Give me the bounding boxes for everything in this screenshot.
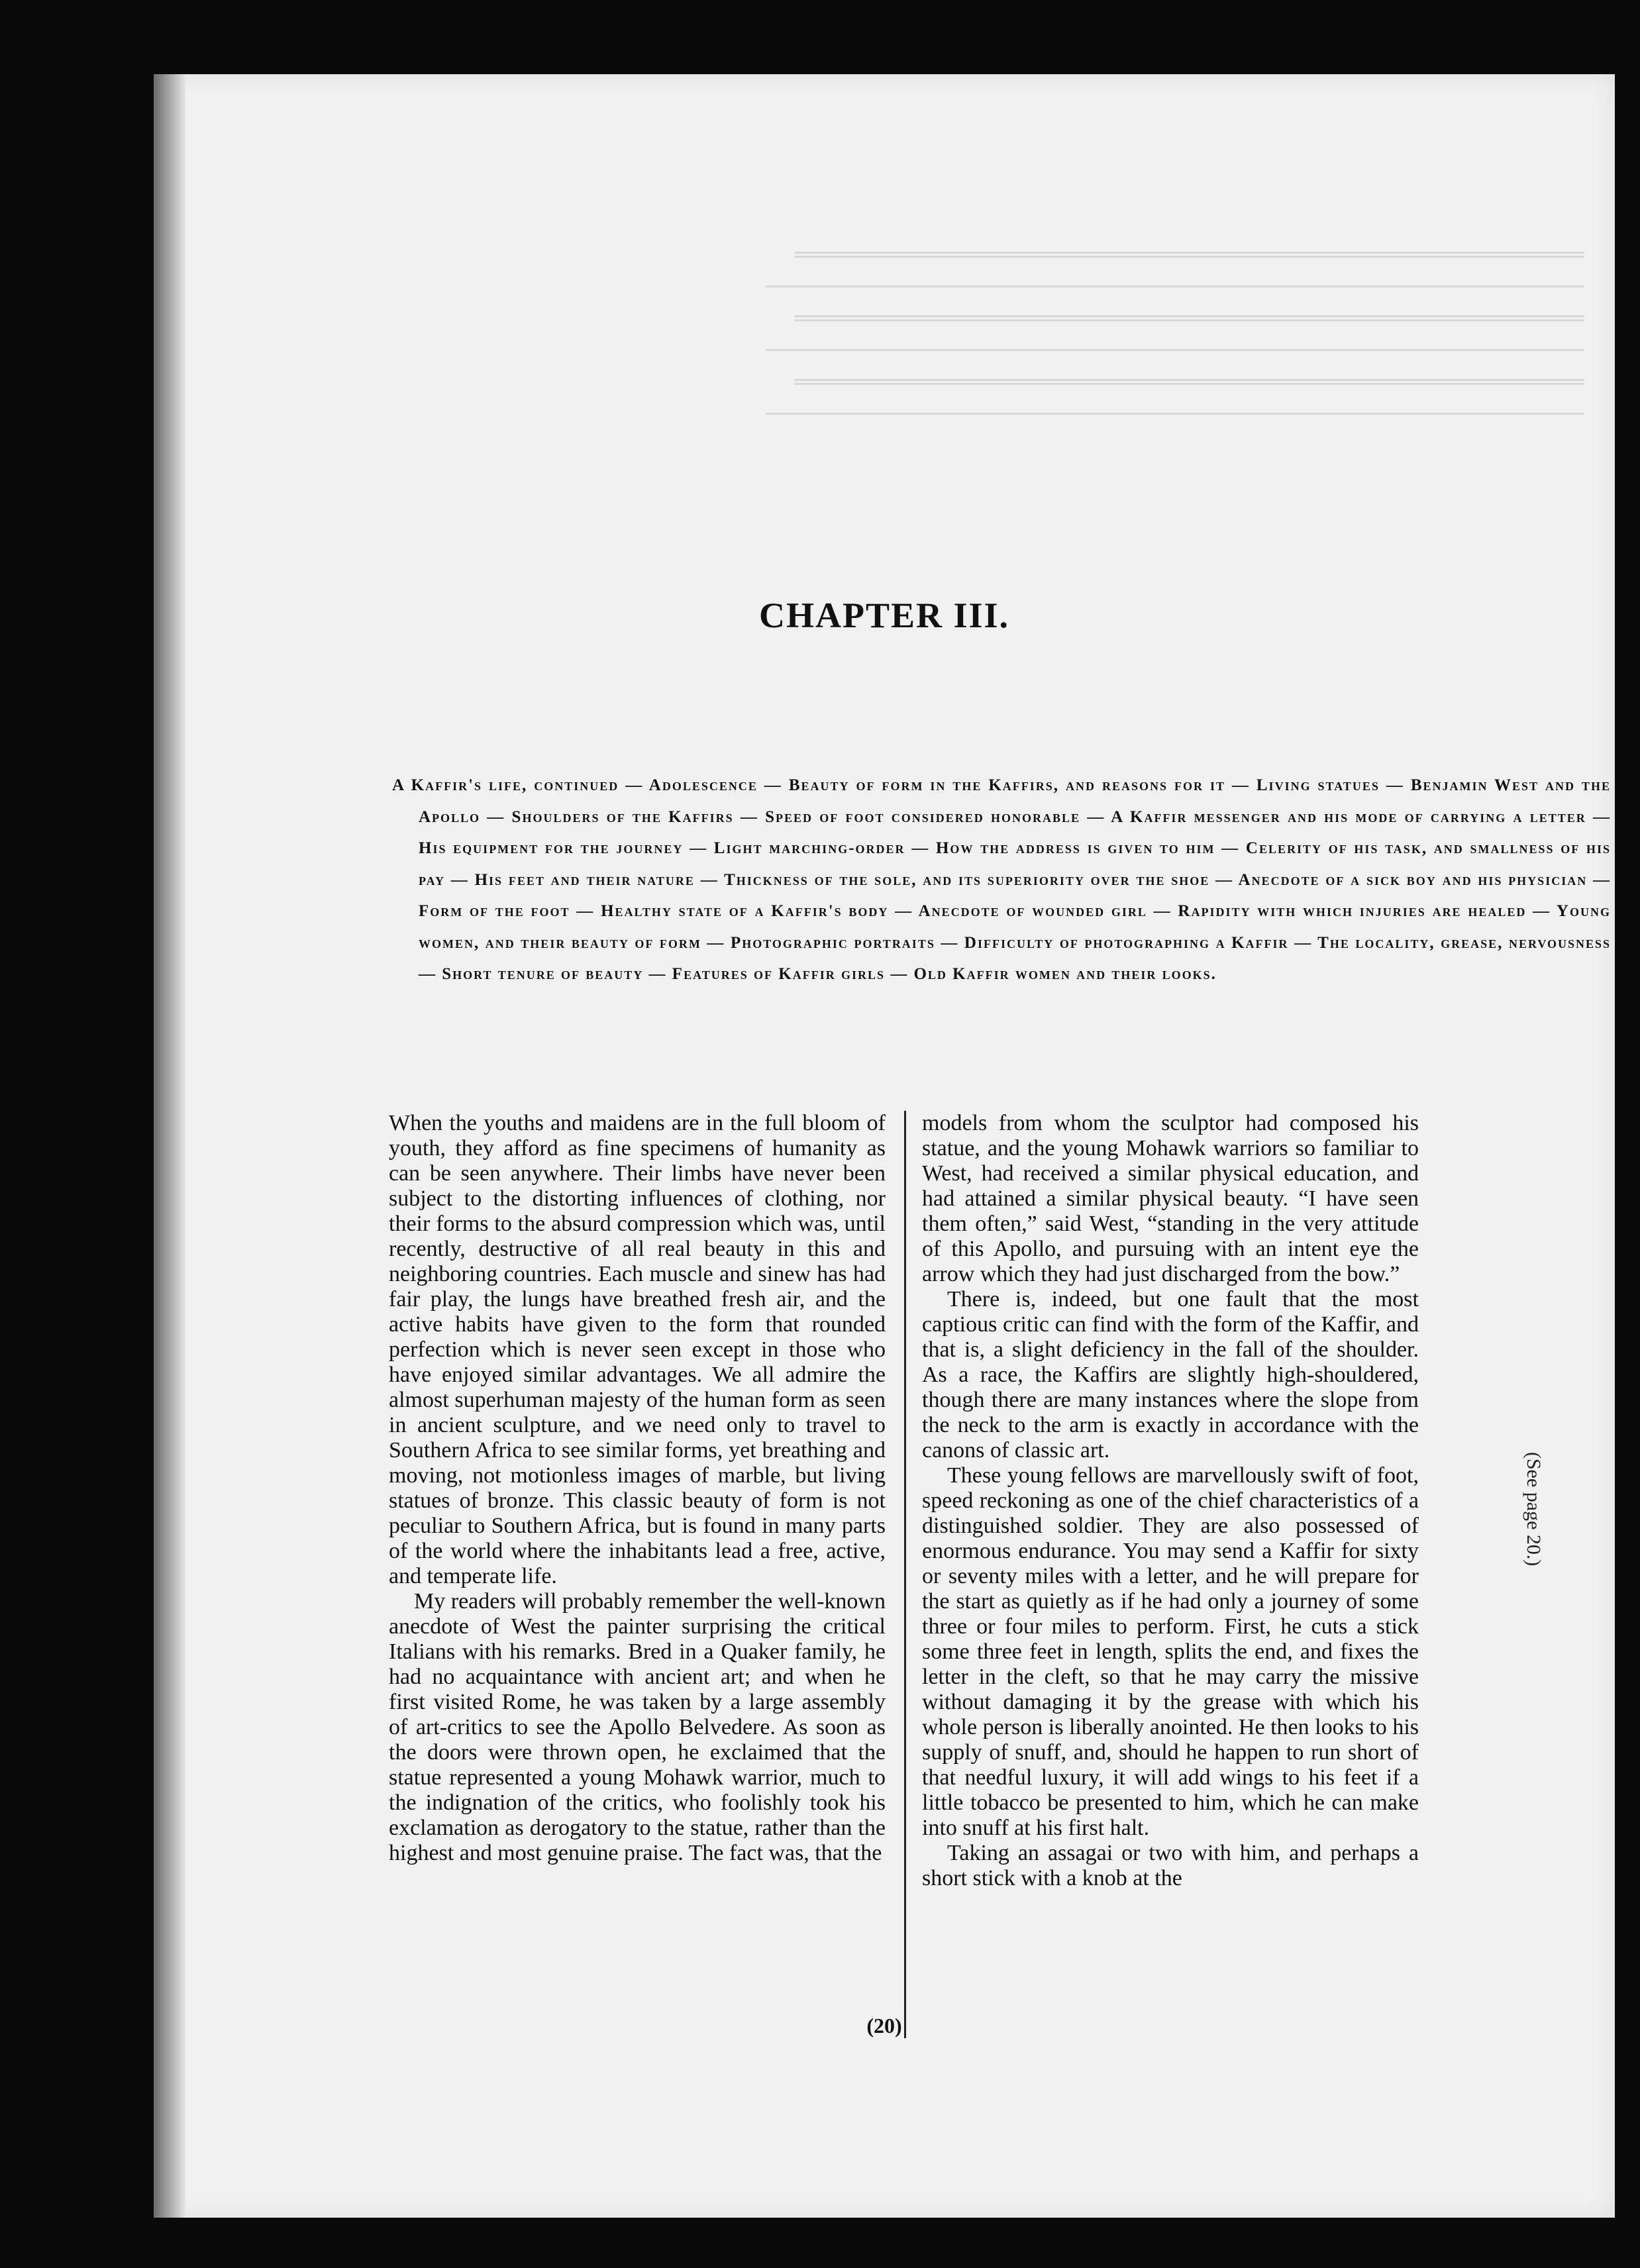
body-paragraph: Taking an assagai or two with him, and perhaps a short stick with a knob at the — [922, 1841, 1419, 1890]
body-paragraph: These young fellows are marvellously swift of foot, speed reckoning as one of the chief characteristics of a distinguished soldier. They are also possessed of enormous endurance. You may send a Kaffir for sixty or seventy miles with a letter, and he will prepare for the start as quietly as if he had only a journey of some three or four miles to perform. First, he cuts a stick some three feet in length, splits the end, and fixes the letter in the cleft, so that he may carry the missive without damaging it by the grease with which his whole person is liberally anointed. He then looks to his supply of snuff, and, should he happen to run short of that needful luxury, it will add wings to his feet if a little tobacco be presented to him, which he can make into snuff at his first halt. — [922, 1463, 1419, 1840]
body-paragraph: When the youths and maidens are in the full bloom of youth, they afford as fine specimens of humanity as can be seen anywhere. Their limbs have never been subject to the distorting influences of clothing, nor their forms to the absurd compression which was, until recently, destructive of all real beauty in this and neighboring countries. Each muscle and sinew has had fair play, the lungs have breathed fresh air, and the active habits have given to the form that rounded perfection which is never seen except in those who have enjoyed similar advantages. We all admire the almost superhuman majesty of the human form as seen in ancient sculpture, and we need only to travel to Southern Africa to see similar forms, yet breathing and moving, not motionless images of marble, but living statues of bronze. This classic beauty of form is not peculiar to Southern Africa, but is found in many parts of the world where the inhabitants lead a free, active, and temperate life. — [389, 1111, 886, 1588]
text-column-left — [389, 1111, 886, 1866]
text-column-right — [922, 1111, 1419, 1891]
page-number: (20) — [866, 2014, 902, 2037]
column-divider — [904, 1111, 906, 2038]
body-paragraph: models from whom the sculptor had composed his statue, and the young Mohawk warriors so familiar to West, had received a similar physical education, and had attained a similar physical beauty. “I have seen them often,” said West, “standing in the very attitude of this Apollo, and pursuing with an intent eye the arrow which they had just discharged from the bow.” — [922, 1111, 1419, 1286]
margin-note: (See page 20.) — [1523, 1452, 1545, 1567]
page-spine-shadow — [154, 74, 185, 2218]
book-page — [154, 74, 1615, 2218]
chapter-title: CHAPTER III. — [758, 595, 1010, 635]
body-paragraph: My readers will probably remember the well-known anecdote of West the painter surprising the critical Italians with his remarks. Bred in a Quaker family, he had no acquaintance with ancient art; and when he first visited Rome, he was taken by a large assembly of art-critics to see the Apollo Belvedere. As soon as the doors were thrown open, he exclaimed that the statue represented a young Mohawk warrior, much to the indignation of the critics, who foolishly took his exclamation as derogatory to the statue, rather than the highest and most genuine praise. The fact was, that the — [389, 1589, 886, 1865]
chapter-synopsis: A Kaffir's life, continued — Adolescence — Beauty of form in the Kaffirs, and reasons for it — Living statues — Benjamin West and the Apollo — Shoulders of the Kaffirs — Speed of foot considered honorable — A Kaffir messenger and his mode of carrying a letter — His equipment for the journey — Light marching-order — How the address is given to him — Celerity of his task, and smallness of his pay — His feet and their nature — Thickness of the sole, and its superiority over the shoe — Anecdote of a sick boy and his physician — Form of the foot — Healthy state of a Kaffir's body — Anecdote of wounded girl — Rapidity with which injuries are healed — Young women, and their beauty of form — Photographic portraits — Difficulty of photographing a Kaffir — The locality, grease, nervousness — Short tenure of beauty — Features of Kaffir girls — Old Kaffir women and their looks. — [392, 776, 1611, 983]
body-paragraph: There is, indeed, but one fault that the most captious critic can find with the form of the Kaffir, and that is, a slight deficiency in the fall of the shoulder. As a race, the Kaffirs are slightly high-shouldered, though there are many instances where the slope from the neck to the arm is exactly in accordance with the canons of classic art. — [922, 1287, 1419, 1463]
bleed-through-text: ═══════════════════════════════════════════════════════ ───────────────────────────────────────────────────────── ═══════════════════════════════════════════════════════ ───────────────────────────────────────────────────────── ═══════════════════════════════════════════════════════ ───────────────────────────────────────────────────────── — [766, 242, 1584, 428]
